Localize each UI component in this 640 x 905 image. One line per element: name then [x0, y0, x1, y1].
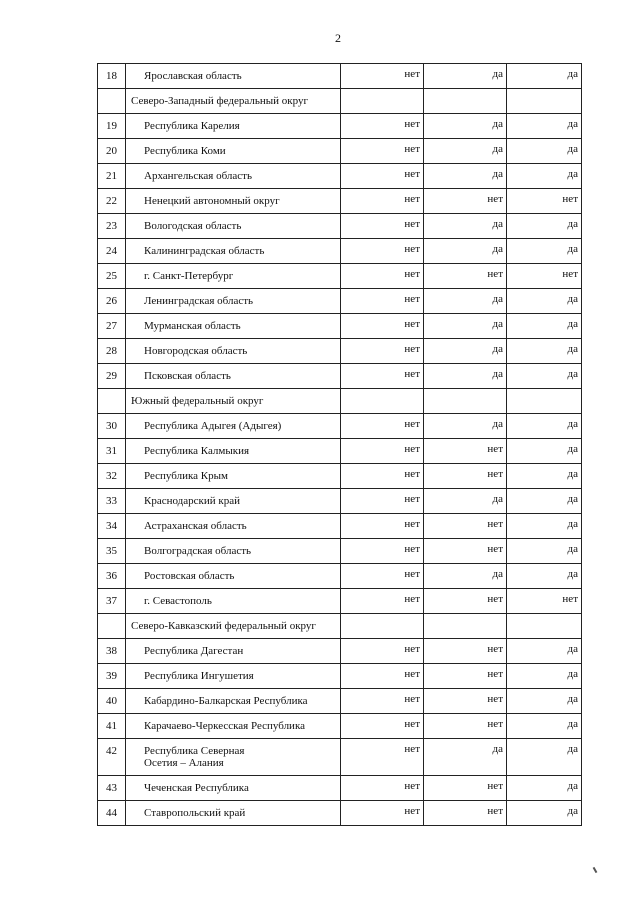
region-row [98, 189, 582, 214]
value-cell-3: да [507, 801, 582, 826]
row-number-cell: 44 [98, 801, 126, 826]
value-cell-2: да [424, 314, 507, 339]
value-cell-1 [341, 89, 424, 114]
region-name-cell [126, 189, 341, 214]
value-cell-2: да [424, 214, 507, 239]
value-cell-1: нет [341, 689, 424, 714]
region-name: Архангельская область [144, 170, 252, 182]
row-number-cell: 36 [98, 564, 126, 589]
region-name: Волгоградская область [144, 545, 252, 557]
value-cell-2: да [424, 489, 507, 514]
row-number-cell: 32 [98, 464, 126, 489]
row-number-cell [98, 389, 126, 414]
row-number-cell: 27 [98, 314, 126, 339]
value-cell-3: да [507, 364, 582, 389]
regions-table [97, 63, 582, 826]
value-cell-2: да [424, 339, 507, 364]
value-cell-1: нет [341, 414, 424, 439]
row-number-cell: 28 [98, 339, 126, 364]
region-name: Республика Адыгея (Адыгея) [144, 420, 282, 432]
region-name: Республика Калмыкия [144, 445, 250, 457]
value-cell-1: нет [341, 289, 424, 314]
region-name-cell [126, 364, 341, 389]
value-cell-2: нет [424, 714, 507, 739]
region-row [98, 664, 582, 689]
value-cell-2: нет [424, 689, 507, 714]
value-cell-3: да [507, 439, 582, 464]
value-cell-2: нет [424, 776, 507, 801]
region-name-cell [126, 289, 341, 314]
region-name-cell [126, 564, 341, 589]
value-cell-1: нет [341, 664, 424, 689]
district-name-cell: Северо-Западный федеральный округ [126, 89, 341, 114]
region-row [98, 264, 582, 289]
value-cell-3: да [507, 239, 582, 264]
district-row [98, 614, 582, 639]
value-cell-2: да [424, 64, 507, 89]
value-cell-2: да [424, 239, 507, 264]
region-name: Республика Северная [144, 745, 245, 757]
row-number-cell: 18 [98, 64, 126, 89]
region-name: Республика Дагестан [144, 645, 244, 657]
region-name-cell [126, 739, 341, 776]
region-name-cell [126, 139, 341, 164]
row-number-cell: 41 [98, 714, 126, 739]
row-number-cell: 24 [98, 239, 126, 264]
region-name: Ярославская область [144, 70, 242, 82]
region-row [98, 564, 582, 589]
region-row [98, 139, 582, 164]
region-row [98, 439, 582, 464]
value-cell-3: да [507, 639, 582, 664]
region-name-cell [126, 264, 341, 289]
region-name: Новгородская область [144, 345, 248, 357]
region-name-cell [126, 439, 341, 464]
region-row [98, 714, 582, 739]
region-name: Ставропольский край [144, 807, 246, 819]
region-name: Астраханская область [144, 520, 247, 532]
region-name: Ленинградская область [144, 295, 254, 307]
value-cell-2: нет [424, 589, 507, 614]
value-cell-1: нет [341, 539, 424, 564]
row-number-cell: 22 [98, 189, 126, 214]
region-row [98, 164, 582, 189]
region-row [98, 64, 582, 89]
region-name: г. Санкт-Петербург [144, 270, 234, 282]
value-cell-3: да [507, 489, 582, 514]
region-name: г. Севастополь [144, 595, 212, 607]
value-cell-2: нет [424, 439, 507, 464]
row-number-cell: 19 [98, 114, 126, 139]
value-cell-2: нет [424, 539, 507, 564]
region-row [98, 289, 582, 314]
value-cell-1: нет [341, 439, 424, 464]
value-cell-3: да [507, 64, 582, 89]
value-cell-1: нет [341, 639, 424, 664]
row-number-cell: 30 [98, 414, 126, 439]
value-cell-3: да [507, 164, 582, 189]
row-number-cell: 21 [98, 164, 126, 189]
region-name-cell [126, 64, 341, 89]
value-cell-3 [507, 614, 582, 639]
district-row [98, 89, 582, 114]
value-cell-3: да [507, 664, 582, 689]
district-row [98, 389, 582, 414]
value-cell-3: да [507, 314, 582, 339]
region-name-cell [126, 776, 341, 801]
row-number-cell [98, 89, 126, 114]
row-number-cell: 25 [98, 264, 126, 289]
value-cell-3: да [507, 514, 582, 539]
value-cell-3: да [507, 214, 582, 239]
district-name-cell: Южный федеральный округ [126, 389, 341, 414]
value-cell-1: нет [341, 239, 424, 264]
value-cell-1: нет [341, 464, 424, 489]
region-name-cell [126, 414, 341, 439]
region-row [98, 589, 582, 614]
value-cell-2: нет [424, 664, 507, 689]
value-cell-3: нет [507, 264, 582, 289]
region-row [98, 339, 582, 364]
value-cell-2: нет [424, 189, 507, 214]
value-cell-3: да [507, 539, 582, 564]
value-cell-1: нет [341, 114, 424, 139]
row-number-cell: 34 [98, 514, 126, 539]
region-name-cell [126, 164, 341, 189]
value-cell-3 [507, 89, 582, 114]
region-name-cell [126, 464, 341, 489]
row-number-cell: 37 [98, 589, 126, 614]
region-name-cell [126, 114, 341, 139]
value-cell-3: да [507, 339, 582, 364]
value-cell-3: да [507, 114, 582, 139]
region-name-cell [126, 714, 341, 739]
value-cell-2: нет [424, 514, 507, 539]
value-cell-2: да [424, 739, 507, 776]
row-number-cell: 40 [98, 689, 126, 714]
row-number-cell: 39 [98, 664, 126, 689]
value-cell-2: да [424, 164, 507, 189]
value-cell-3: нет [507, 589, 582, 614]
region-name-cell [126, 489, 341, 514]
value-cell-2: нет [424, 639, 507, 664]
row-number-cell: 26 [98, 289, 126, 314]
region-name: Республика Крым [144, 470, 228, 482]
value-cell-1: нет [341, 139, 424, 164]
region-row [98, 114, 582, 139]
region-row [98, 489, 582, 514]
value-cell-2 [424, 614, 507, 639]
value-cell-1: нет [341, 514, 424, 539]
district-name-cell: Северо-Кавказский федеральный округ [126, 614, 341, 639]
page-number: 2 [335, 31, 341, 45]
value-cell-3: да [507, 139, 582, 164]
value-cell-2: да [424, 364, 507, 389]
region-name: Псковская область [144, 370, 231, 382]
row-number-cell: 29 [98, 364, 126, 389]
region-name: Чеченская Республика [144, 782, 249, 794]
regions-table-body [98, 64, 582, 826]
region-name-cell [126, 689, 341, 714]
region-name-cell [126, 214, 341, 239]
value-cell-2: нет [424, 264, 507, 289]
region-row [98, 801, 582, 826]
value-cell-2 [424, 389, 507, 414]
region-name: Карачаево-Черкесская Республика [144, 720, 305, 732]
region-name: Краснодарский край [144, 495, 241, 507]
value-cell-1: нет [341, 739, 424, 776]
value-cell-1 [341, 614, 424, 639]
region-name-cell [126, 514, 341, 539]
value-cell-1: нет [341, 164, 424, 189]
value-cell-2: да [424, 139, 507, 164]
region-row [98, 214, 582, 239]
value-cell-1 [341, 389, 424, 414]
value-cell-1: нет [341, 801, 424, 826]
value-cell-3: да [507, 714, 582, 739]
value-cell-1: нет [341, 64, 424, 89]
row-number-cell: 20 [98, 139, 126, 164]
scan-mark [593, 867, 598, 873]
value-cell-2: да [424, 114, 507, 139]
row-number-cell [98, 614, 126, 639]
region-name: Кабардино-Балкарская Республика [144, 695, 308, 707]
value-cell-1: нет [341, 714, 424, 739]
value-cell-2 [424, 89, 507, 114]
row-number-cell: 23 [98, 214, 126, 239]
region-name-cell [126, 801, 341, 826]
region-row [98, 739, 582, 776]
value-cell-3: да [507, 289, 582, 314]
value-cell-3: да [507, 739, 582, 776]
row-number-cell: 43 [98, 776, 126, 801]
value-cell-2: да [424, 414, 507, 439]
value-cell-3: нет [507, 189, 582, 214]
row-number-cell: 42 [98, 739, 126, 776]
region-row [98, 314, 582, 339]
value-cell-3: да [507, 689, 582, 714]
region-row [98, 776, 582, 801]
value-cell-1: нет [341, 314, 424, 339]
region-name-cell [126, 639, 341, 664]
value-cell-1: нет [341, 264, 424, 289]
row-number-cell: 38 [98, 639, 126, 664]
value-cell-1: нет [341, 564, 424, 589]
value-cell-3: да [507, 776, 582, 801]
value-cell-2: да [424, 564, 507, 589]
value-cell-1: нет [341, 189, 424, 214]
value-cell-2: да [424, 289, 507, 314]
value-cell-3: да [507, 464, 582, 489]
value-cell-3: да [507, 564, 582, 589]
region-name: Республика Коми [144, 145, 226, 157]
region-name-cell [126, 339, 341, 364]
region-row [98, 689, 582, 714]
value-cell-3: да [507, 414, 582, 439]
value-cell-1: нет [341, 214, 424, 239]
region-row [98, 364, 582, 389]
value-cell-1: нет [341, 489, 424, 514]
value-cell-2: нет [424, 801, 507, 826]
value-cell-2: нет [424, 464, 507, 489]
region-name: Республика Ингушетия [144, 670, 254, 682]
value-cell-1: нет [341, 339, 424, 364]
region-name-cell [126, 239, 341, 264]
value-cell-1: нет [341, 589, 424, 614]
value-cell-1: нет [341, 364, 424, 389]
value-cell-3 [507, 389, 582, 414]
region-name: Мурманская область [144, 320, 241, 332]
region-name-line-2: Осетия – Алания [144, 757, 224, 769]
region-name: Вологодская область [144, 220, 242, 232]
region-name-cell [126, 314, 341, 339]
region-row [98, 464, 582, 489]
row-number-cell: 31 [98, 439, 126, 464]
region-name: Ростовская область [144, 570, 235, 582]
value-cell-1: нет [341, 776, 424, 801]
region-name-cell [126, 539, 341, 564]
region-row [98, 414, 582, 439]
region-row [98, 539, 582, 564]
region-name: Ненецкий автономный округ [144, 195, 280, 207]
region-name-cell [126, 664, 341, 689]
region-row [98, 239, 582, 264]
region-name-cell [126, 589, 341, 614]
row-number-cell: 33 [98, 489, 126, 514]
region-row [98, 639, 582, 664]
region-row [98, 514, 582, 539]
region-name: Республика Карелия [144, 120, 240, 132]
region-name: Калининградская область [144, 245, 265, 257]
row-number-cell: 35 [98, 539, 126, 564]
